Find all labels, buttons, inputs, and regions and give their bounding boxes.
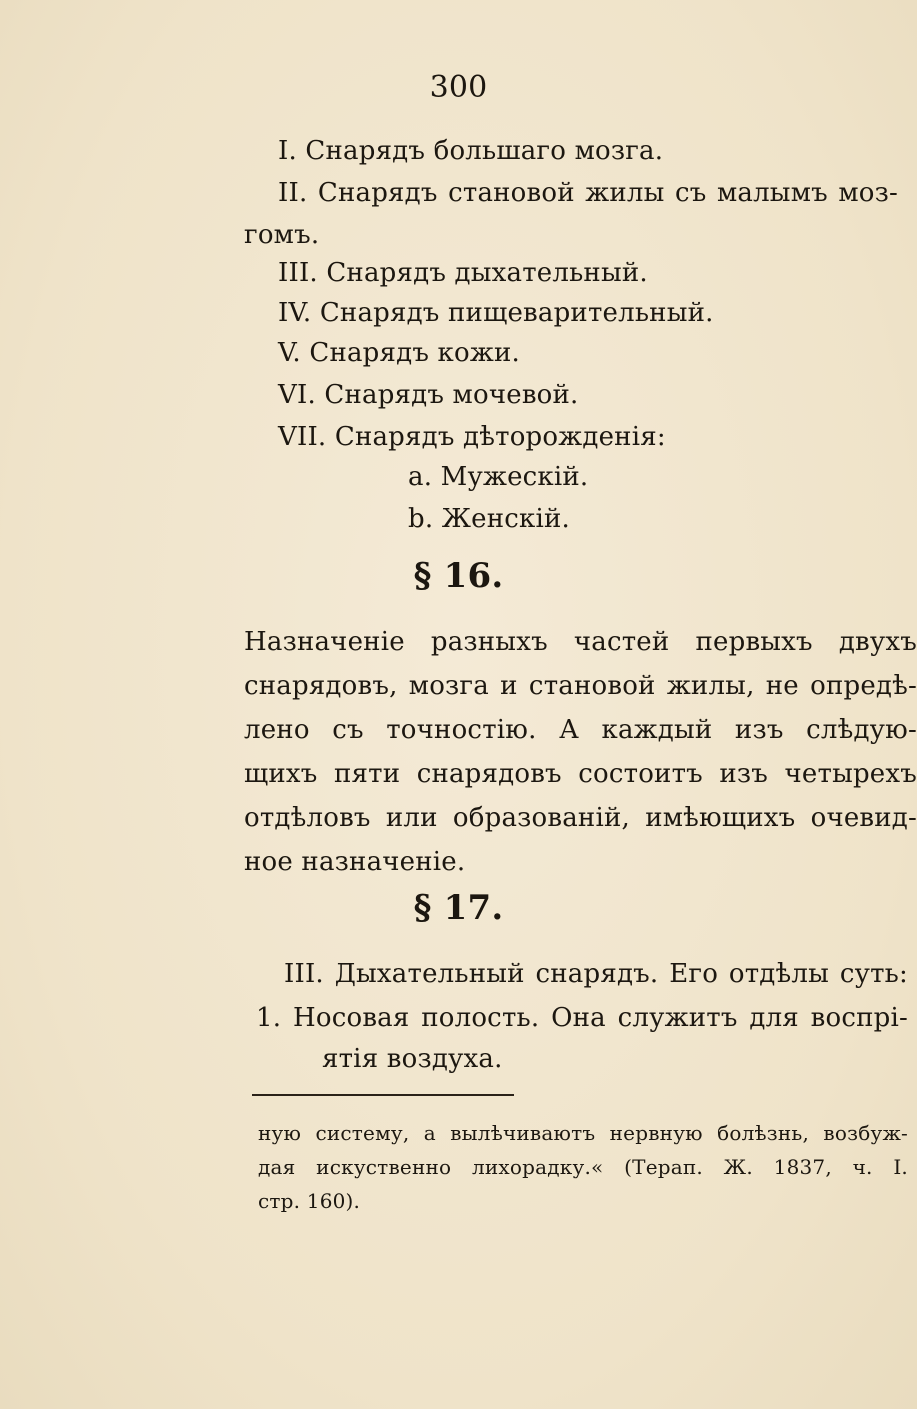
list-item: III. Снарядъ дыхательный. [278,258,648,288]
text-line: лено съ точностію. А каждый изъ слѣдую- [244,715,917,745]
text-line: Назначеніе разныхъ частей первыхъ двухъ [244,627,917,657]
sub-list-item: b. Женскій. [408,504,571,534]
list-item-continuation: гомъ. [244,220,320,250]
footnote-line: дая искуственно лихорадку.« (Терап. Ж. 1837, ч. I. [258,1155,908,1179]
text-line: ное назначеніе. [244,847,466,877]
page-number: 300 [429,70,488,105]
list-item: I. Снарядъ большаго мозга. [278,136,664,166]
footnote-line: ную систему, а вылѣчиваютъ нервную болѣзнь, возбуж- [258,1121,908,1145]
section-heading-17: § 17. [413,888,504,928]
text-line: отдѣловъ или образованій, имѣющихъ очевид- [244,803,917,833]
paragraph-17 [256,952,908,1040]
sub-list-item: a. Мужескій. [408,462,589,492]
paragraph-16 [244,620,917,884]
text-line: щихъ пяти снарядовъ состоитъ изъ четырехъ [244,759,917,789]
list-item: V. Снарядъ кожи. [278,338,520,368]
footnote-divider [252,1094,514,1096]
text-line: ятія воздуха. [322,1044,503,1074]
footnote-line: стр. 160). [258,1189,361,1213]
list-item: IV. Снарядъ пищеварительный. [278,298,714,328]
text-line: III. Дыхательный снарядъ. Его отдѣлы суть: [284,959,908,989]
list-item: VII. Снарядъ дѣторожденія: [278,422,666,452]
list-item: II. Снарядъ становой жилы съ малымъ моз- [278,178,898,208]
text-line: снарядовъ, мозга и становой жилы, не опредѣ- [244,671,917,701]
section-heading-16: § 16. [413,556,504,596]
list-item: VI. Снарядъ мочевой. [278,380,579,410]
text-line: 1. Носовая полость. Она служитъ для воспрі- [256,1003,908,1033]
footnote [258,1116,908,1218]
